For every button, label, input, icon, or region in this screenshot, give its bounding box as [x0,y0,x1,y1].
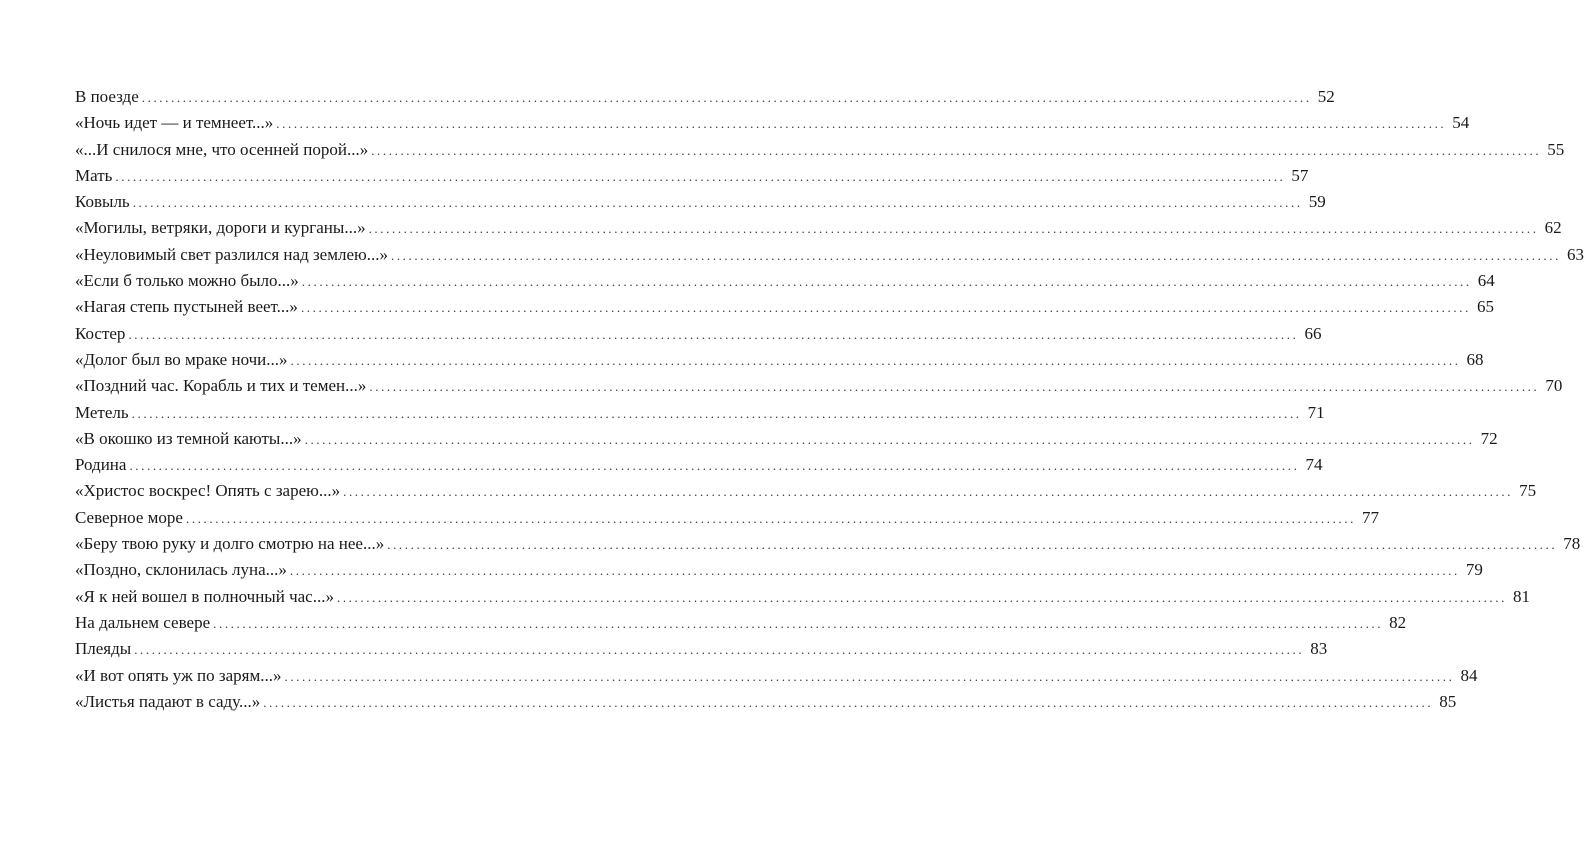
dot-leader: ........................................................................................................................................................................................................ [304,431,1475,447]
toc-entry-page-number: 79 [1465,560,1483,580]
toc-entry-title: «...И снилося мне, что осенней порой...» [75,139,369,159]
dot-leader: ........................................................................................................................................................................................................ [301,274,1472,290]
toc-entry-page-number: 64 [1477,271,1495,291]
dot-leader: ........................................................................................................................................................................................................ [141,90,1312,105]
toc-entry-page-number: 55 [1547,139,1565,159]
toc-entry-title: «И вот опять уж по зарям...» [75,665,282,685]
dot-leader: ........................................................................................................................................................................................................ [336,589,1507,605]
dot-leader: ........................................................................................................................................................................................................ [290,352,1461,368]
toc-entry [75,84,1335,110]
toc-entry-title: «Долог был во мраке ночи...» [75,349,288,369]
toc-entry-page-number: 52 [1317,87,1335,106]
toc-entry-page-number: 71 [1307,402,1325,422]
toc-entry-title: «Листья падают в саду...» [75,691,261,711]
toc-entry-title: «Поздний час. Корабль и тих и темен...» [75,376,367,396]
toc-entry-title: Плеяды [75,639,132,659]
toc-entry [75,163,1309,189]
toc-entry-title: Метель [75,402,129,422]
dot-leader: ........................................................................................................................................................................................................ [390,247,1561,263]
dot-leader: ........................................................................................................................................................................................................ [300,300,1471,316]
toc-entry-page-number: 54 [1452,113,1470,133]
toc-entry [75,242,1584,268]
toc-entry-title: «В окошко из темной каюты...» [75,428,302,448]
toc-entry-page-number: 63 [1566,244,1584,264]
toc-entry-page-number: 84 [1460,665,1478,685]
toc-entry-page-number: 57 [1291,165,1309,185]
toc-entry-title: «Если б только можно было...» [75,271,299,291]
dot-leader: ........................................................................................................................................................................................................ [289,563,1460,579]
toc-entry-title: Родина [75,455,127,475]
dot-leader: ........................................................................................................................................................................................................ [369,379,1540,395]
toc-entry-title: «Могилы, ветряки, дороги и курганы...» [75,218,366,238]
toc-entry [75,347,1484,373]
toc-entry-page-number: 72 [1480,428,1498,448]
toc-entry-title: «Беру твою руку и долго смотрю на нее...» [75,534,385,554]
dot-leader: ........................................................................................................................................................................................................ [134,642,1305,658]
toc-entry-page-number: 77 [1361,507,1379,527]
toc-entry-page-number: 62 [1544,218,1562,238]
toc-entry [75,478,1537,504]
toc-entry-title: «Ночь идет — и темнеет...» [75,113,274,133]
dot-leader: ........................................................................................................................................................................................................ [128,326,1299,342]
dot-leader: ........................................................................................................................................................................................................ [185,510,1356,526]
toc-entry-title: «Нагая степь пустыней веет...» [75,297,298,317]
toc-entry [75,400,1325,426]
toc-entry [75,584,1530,610]
toc-entry-page-number: 70 [1545,376,1563,396]
toc-entry-page-number: 65 [1476,297,1494,317]
toc-entry [75,268,1495,294]
toc-entry-page-number: 68 [1466,349,1484,369]
toc-entry-page-number: 78 [1563,534,1581,554]
toc-entry-page-number: 81 [1512,586,1530,606]
dot-leader: ........................................................................................................................................................................................................ [213,615,1384,631]
dot-leader: ........................................................................................................................................................................................................ [131,405,1302,421]
toc-entry-page-number: 83 [1310,639,1328,659]
toc-entry [75,505,1379,531]
toc-entry [75,294,1494,320]
dot-leader: ........................................................................................................................................................................................................ [115,168,1286,184]
toc-entry-page-number: 74 [1305,455,1323,475]
toc-entry-page-number: 75 [1519,481,1537,501]
toc-entry-title: «Неуловимый свет разлился над землею...» [75,244,388,264]
toc-entry-title: В поезде [75,87,139,106]
toc-entry-page-number: 82 [1389,612,1407,632]
toc-entry [75,610,1407,636]
toc-entry-title: «Поздно, склонилась луна...» [75,560,287,580]
toc-entry [75,137,1565,163]
toc-entry [75,215,1562,241]
toc-entry-title: Мать [75,165,113,185]
dot-leader: ........................................................................................................................................................................................................ [263,694,1434,710]
toc-entry-page-number: 66 [1304,323,1322,343]
toc-entry [75,110,1470,136]
toc-entry [75,689,1457,715]
toc-entry-title: Северное море [75,507,183,527]
toc-entry [75,557,1483,583]
toc-entry [75,189,1326,215]
toc-entry-title: Ковыль [75,192,130,212]
toc-entry-title: На дальнем севере [75,612,211,632]
toc-entry [75,426,1498,452]
dot-leader: ........................................................................................................................................................................................................ [387,537,1558,553]
dot-leader: ........................................................................................................................................................................................................ [129,458,1300,474]
toc-entry-page-number: 59 [1308,192,1326,212]
toc-entry-title: Костер [75,323,126,343]
toc-entry-page-number: 85 [1439,691,1457,711]
table-of-contents [75,84,1584,715]
toc-entry-title: «Я к ней вошел в полночный час...» [75,586,334,606]
dot-leader: ........................................................................................................................................................................................................ [276,116,1447,132]
toc-entry [75,452,1323,478]
toc-entry-title: «Христос воскрес! Опять с зарею...» [75,481,341,501]
toc-entry [75,531,1581,557]
dot-leader: ........................................................................................................................................................................................................ [132,195,1303,211]
toc-entry [75,636,1328,662]
toc-entry [75,663,1478,689]
dot-leader: ........................................................................................................................................................................................................ [343,484,1514,500]
toc-entry [75,373,1563,399]
dot-leader: ........................................................................................................................................................................................................ [371,142,1542,158]
toc-entry [75,321,1322,347]
dot-leader: ........................................................................................................................................................................................................ [368,221,1539,237]
dot-leader: ........................................................................................................................................................................................................ [284,668,1455,684]
